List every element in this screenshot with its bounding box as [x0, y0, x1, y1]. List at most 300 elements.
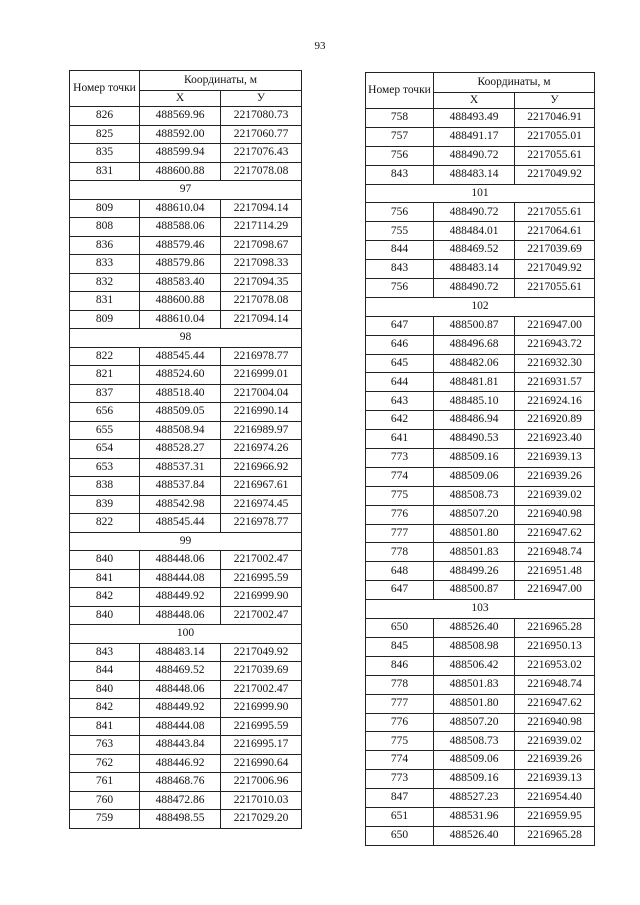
y-coordinate-cell: 2217076.43 — [221, 144, 302, 163]
point-number-cell: 758 — [366, 109, 434, 128]
table-row — [70, 699, 302, 718]
point-number-cell: 761 — [70, 773, 140, 792]
table-row — [366, 562, 595, 581]
y-coordinate-cell: 2216974.26 — [221, 440, 302, 459]
x-coordinate-cell: 488485.10 — [434, 392, 515, 411]
y-coordinate-cell: 2216995.59 — [221, 717, 302, 736]
table-row — [70, 588, 302, 607]
table-row — [70, 125, 302, 144]
y-coordinate-cell: 2216974.45 — [221, 495, 302, 514]
y-coordinate-cell: 2216989.97 — [221, 421, 302, 440]
coordinates-table-right — [365, 72, 595, 846]
point-number-cell: 647 — [366, 316, 434, 335]
y-coordinate-cell: 2217002.47 — [221, 551, 302, 570]
point-number-cell: 759 — [70, 810, 140, 829]
y-coordinate-cell: 2216978.77 — [221, 514, 302, 533]
x-coordinate-cell: 488444.08 — [140, 717, 221, 736]
x-coordinate-cell: 488542.98 — [140, 495, 221, 514]
point-number-cell: 756 — [366, 146, 434, 165]
y-coordinate-cell: 2216951.48 — [515, 562, 595, 581]
x-coordinate-cell: 488600.88 — [140, 292, 221, 311]
point-number-cell: 826 — [70, 107, 140, 126]
x-coordinate-cell: 488518.40 — [140, 384, 221, 403]
point-number-cell: 841 — [70, 569, 140, 588]
x-coordinate-cell: 488448.06 — [140, 606, 221, 625]
point-number-cell: 778 — [366, 675, 434, 694]
point-number-cell: 643 — [366, 392, 434, 411]
point-number-cell: 842 — [70, 699, 140, 718]
y-coordinate-cell: 2217049.92 — [515, 260, 595, 279]
x-coordinate-cell: 488569.96 — [140, 107, 221, 126]
x-coordinate-cell: 488491.17 — [434, 127, 515, 146]
y-coordinate-cell: 2216999.01 — [221, 366, 302, 385]
x-coordinate-cell: 488509.16 — [434, 770, 515, 789]
x-coordinate-cell: 488446.92 — [140, 754, 221, 773]
x-coordinate-cell: 488600.88 — [140, 162, 221, 181]
point-number-cell: 756 — [366, 279, 434, 298]
table-row — [366, 279, 595, 298]
y-coordinate-cell: 2217010.03 — [221, 791, 302, 810]
y-coordinate-cell: 2216999.90 — [221, 588, 302, 607]
table-row — [70, 754, 302, 773]
table-row — [70, 403, 302, 422]
x-coordinate-cell: 488524.60 — [140, 366, 221, 385]
table-row — [366, 203, 595, 222]
header-point-number: Номер точки — [70, 71, 140, 107]
x-coordinate-cell: 488583.40 — [140, 273, 221, 292]
table-row — [70, 162, 302, 181]
y-coordinate-cell: 2216978.77 — [221, 347, 302, 366]
y-coordinate-cell: 2217064.61 — [515, 222, 595, 241]
table-row — [366, 675, 595, 694]
point-number-cell: 821 — [70, 366, 140, 385]
point-number-cell: 778 — [366, 543, 434, 562]
point-number-cell: 655 — [70, 421, 140, 440]
table-row — [70, 292, 302, 311]
point-number-cell: 762 — [70, 754, 140, 773]
table-row — [366, 260, 595, 279]
x-coordinate-cell: 488469.52 — [140, 662, 221, 681]
point-number-cell: 831 — [70, 162, 140, 181]
table-row — [366, 241, 595, 260]
y-coordinate-cell: 2216924.16 — [515, 392, 595, 411]
coordinates-table-left — [69, 70, 302, 829]
y-coordinate-cell: 2217039.69 — [515, 241, 595, 260]
y-coordinate-cell: 2216923.40 — [515, 430, 595, 449]
x-coordinate-cell: 488448.06 — [140, 680, 221, 699]
table-row — [70, 477, 302, 496]
table-row — [366, 146, 595, 165]
point-number-cell: 844 — [70, 662, 140, 681]
x-coordinate-cell: 488443.84 — [140, 736, 221, 755]
y-coordinate-cell: 2216939.26 — [515, 751, 595, 770]
table-row — [366, 354, 595, 373]
group-header-row — [366, 184, 595, 203]
x-coordinate-cell: 488509.05 — [140, 403, 221, 422]
header-coordinates: Координаты, м — [434, 73, 595, 93]
x-coordinate-cell: 488592.00 — [140, 125, 221, 144]
point-number-cell: 838 — [70, 477, 140, 496]
group-number: 101 — [366, 184, 595, 203]
table-row — [366, 713, 595, 732]
point-number-cell: 808 — [70, 218, 140, 237]
x-coordinate-cell: 488507.20 — [434, 505, 515, 524]
y-coordinate-cell: 2217039.69 — [221, 662, 302, 681]
point-number-cell: 775 — [366, 732, 434, 751]
point-number-cell: 760 — [70, 791, 140, 810]
y-coordinate-cell: 2216995.17 — [221, 736, 302, 755]
group-header-row — [70, 625, 302, 644]
point-number-cell: 842 — [70, 588, 140, 607]
page-number: 93 — [314, 40, 326, 52]
y-coordinate-cell: 2216954.40 — [515, 789, 595, 808]
x-coordinate-cell: 488528.27 — [140, 440, 221, 459]
x-coordinate-cell: 488490.72 — [434, 146, 515, 165]
point-number-cell: 641 — [366, 430, 434, 449]
x-coordinate-cell: 488449.92 — [140, 699, 221, 718]
y-coordinate-cell: 2217078.08 — [221, 292, 302, 311]
x-coordinate-cell: 488483.14 — [434, 165, 515, 184]
group-number: 99 — [70, 532, 302, 551]
point-number-cell: 840 — [70, 551, 140, 570]
table-row — [366, 581, 595, 600]
point-number-cell: 776 — [366, 505, 434, 524]
group-number: 103 — [366, 600, 595, 619]
table-row — [70, 551, 302, 570]
point-number-cell: 763 — [70, 736, 140, 755]
point-number-cell: 645 — [366, 354, 434, 373]
x-coordinate-cell: 488500.87 — [434, 316, 515, 335]
y-coordinate-cell: 2217002.47 — [221, 680, 302, 699]
point-number-cell: 777 — [366, 694, 434, 713]
x-coordinate-cell: 488588.06 — [140, 218, 221, 237]
x-coordinate-cell: 488531.96 — [434, 807, 515, 826]
x-coordinate-cell: 488498.55 — [140, 810, 221, 829]
y-coordinate-cell: 2217055.01 — [515, 127, 595, 146]
x-coordinate-cell: 488579.46 — [140, 236, 221, 255]
group-header-row — [366, 600, 595, 619]
y-coordinate-cell: 2216990.64 — [221, 754, 302, 773]
x-coordinate-cell: 488509.06 — [434, 751, 515, 770]
x-coordinate-cell: 488500.87 — [434, 581, 515, 600]
y-coordinate-cell: 2217006.96 — [221, 773, 302, 792]
y-coordinate-cell: 2216939.13 — [515, 770, 595, 789]
x-coordinate-cell: 488449.92 — [140, 588, 221, 607]
y-coordinate-cell: 2216948.74 — [515, 543, 595, 562]
point-number-cell: 835 — [70, 144, 140, 163]
header-point-number: Номер точки — [366, 73, 434, 109]
table-row — [366, 637, 595, 656]
table-row — [366, 732, 595, 751]
table-row — [70, 791, 302, 810]
table-row — [366, 335, 595, 354]
group-header-row — [366, 297, 595, 316]
y-coordinate-cell: 2217049.92 — [515, 165, 595, 184]
point-number-cell: 644 — [366, 373, 434, 392]
point-number-cell: 831 — [70, 292, 140, 311]
y-coordinate-cell: 2216967.61 — [221, 477, 302, 496]
table-row — [366, 392, 595, 411]
point-number-cell: 656 — [70, 403, 140, 422]
group-header-row — [70, 532, 302, 551]
table-row — [366, 694, 595, 713]
y-coordinate-cell: 2217078.08 — [221, 162, 302, 181]
table-row — [366, 789, 595, 808]
table-row — [70, 495, 302, 514]
x-coordinate-cell: 488496.68 — [434, 335, 515, 354]
point-number-cell: 809 — [70, 199, 140, 218]
table-row — [366, 505, 595, 524]
table-row — [70, 440, 302, 459]
x-coordinate-cell: 488501.80 — [434, 524, 515, 543]
table-row — [70, 514, 302, 533]
x-coordinate-cell: 488483.14 — [140, 643, 221, 662]
table-row — [70, 347, 302, 366]
table-row — [70, 662, 302, 681]
y-coordinate-cell: 2217060.77 — [221, 125, 302, 144]
y-coordinate-cell: 2216953.02 — [515, 656, 595, 675]
y-coordinate-cell: 2216947.00 — [515, 581, 595, 600]
y-coordinate-cell: 2216939.02 — [515, 732, 595, 751]
y-coordinate-cell: 2216931.57 — [515, 373, 595, 392]
y-coordinate-cell: 2217055.61 — [515, 203, 595, 222]
point-number-cell: 822 — [70, 347, 140, 366]
x-coordinate-cell: 488490.72 — [434, 203, 515, 222]
x-coordinate-cell: 488444.08 — [140, 569, 221, 588]
table-row — [70, 310, 302, 329]
x-coordinate-cell: 488508.73 — [434, 486, 515, 505]
table-row — [366, 165, 595, 184]
x-coordinate-cell: 488545.44 — [140, 514, 221, 533]
y-coordinate-cell: 2216947.62 — [515, 524, 595, 543]
y-coordinate-cell: 2217094.14 — [221, 199, 302, 218]
group-number: 102 — [366, 297, 595, 316]
x-coordinate-cell: 488486.94 — [434, 411, 515, 430]
x-coordinate-cell: 488501.83 — [434, 675, 515, 694]
y-coordinate-cell: 2217098.33 — [221, 255, 302, 274]
x-coordinate-cell: 488501.80 — [434, 694, 515, 713]
point-number-cell: 650 — [366, 619, 434, 638]
y-coordinate-cell: 2217114.29 — [221, 218, 302, 237]
y-coordinate-cell: 2217049.92 — [221, 643, 302, 662]
y-coordinate-cell: 2217046.91 — [515, 109, 595, 128]
point-number-cell: 837 — [70, 384, 140, 403]
table-row — [366, 127, 595, 146]
table-row — [366, 656, 595, 675]
x-coordinate-cell: 488527.23 — [434, 789, 515, 808]
table-row — [70, 273, 302, 292]
point-number-cell: 825 — [70, 125, 140, 144]
table-row — [70, 107, 302, 126]
x-coordinate-cell: 488508.98 — [434, 637, 515, 656]
x-coordinate-cell: 488610.04 — [140, 199, 221, 218]
point-number-cell: 777 — [366, 524, 434, 543]
x-coordinate-cell: 488469.52 — [434, 241, 515, 260]
group-number: 98 — [70, 329, 302, 348]
x-coordinate-cell: 488545.44 — [140, 347, 221, 366]
y-coordinate-cell: 2217029.20 — [221, 810, 302, 829]
table-row — [70, 680, 302, 699]
table-row — [70, 384, 302, 403]
y-coordinate-cell: 2216939.13 — [515, 449, 595, 468]
x-coordinate-cell: 488448.06 — [140, 551, 221, 570]
point-number-cell: 839 — [70, 495, 140, 514]
table-row — [366, 411, 595, 430]
table-row — [70, 773, 302, 792]
point-number-cell: 650 — [366, 826, 434, 845]
group-header-row — [70, 181, 302, 200]
x-coordinate-cell: 488483.14 — [434, 260, 515, 279]
point-number-cell: 653 — [70, 458, 140, 477]
y-coordinate-cell: 2216932.30 — [515, 354, 595, 373]
y-coordinate-cell: 2216939.26 — [515, 467, 595, 486]
table-row — [70, 421, 302, 440]
x-coordinate-cell: 488490.72 — [434, 279, 515, 298]
y-coordinate-cell: 2217002.47 — [221, 606, 302, 625]
header-coordinates: Координаты, м — [140, 71, 302, 91]
x-coordinate-cell: 488501.83 — [434, 543, 515, 562]
x-coordinate-cell: 488484.01 — [434, 222, 515, 241]
group-header-row — [70, 329, 302, 348]
header-y: У — [515, 93, 595, 109]
x-coordinate-cell: 488579.86 — [140, 255, 221, 274]
table-row — [70, 606, 302, 625]
table-row — [70, 236, 302, 255]
y-coordinate-cell: 2216940.98 — [515, 505, 595, 524]
y-coordinate-cell: 2216948.74 — [515, 675, 595, 694]
point-number-cell: 648 — [366, 562, 434, 581]
y-coordinate-cell: 2216950.13 — [515, 637, 595, 656]
header-y: У — [221, 91, 302, 107]
x-coordinate-cell: 488468.76 — [140, 773, 221, 792]
x-coordinate-cell: 488507.20 — [434, 713, 515, 732]
point-number-cell: 846 — [366, 656, 434, 675]
y-coordinate-cell: 2216959.95 — [515, 807, 595, 826]
table-row — [366, 316, 595, 335]
y-coordinate-cell: 2216940.98 — [515, 713, 595, 732]
point-number-cell: 843 — [366, 165, 434, 184]
header-x: X — [140, 91, 221, 107]
point-number-cell: 841 — [70, 717, 140, 736]
point-number-cell: 840 — [70, 680, 140, 699]
point-number-cell: 832 — [70, 273, 140, 292]
y-coordinate-cell: 2217080.73 — [221, 107, 302, 126]
point-number-cell: 833 — [70, 255, 140, 274]
y-coordinate-cell: 2217094.35 — [221, 273, 302, 292]
table-row — [70, 736, 302, 755]
table-row — [366, 486, 595, 505]
table-row — [70, 144, 302, 163]
point-number-cell: 845 — [366, 637, 434, 656]
table-row — [366, 430, 595, 449]
point-number-cell: 774 — [366, 751, 434, 770]
y-coordinate-cell: 2217094.14 — [221, 310, 302, 329]
y-coordinate-cell: 2216995.59 — [221, 569, 302, 588]
table-row — [70, 569, 302, 588]
point-number-cell: 757 — [366, 127, 434, 146]
x-coordinate-cell: 488493.49 — [434, 109, 515, 128]
y-coordinate-cell: 2216965.28 — [515, 826, 595, 845]
point-number-cell: 843 — [366, 260, 434, 279]
y-coordinate-cell: 2216920.89 — [515, 411, 595, 430]
y-coordinate-cell: 2217004.04 — [221, 384, 302, 403]
table-row — [366, 751, 595, 770]
table-row — [70, 458, 302, 477]
point-number-cell: 774 — [366, 467, 434, 486]
y-coordinate-cell: 2216965.28 — [515, 619, 595, 638]
table-row — [366, 619, 595, 638]
table-row — [70, 255, 302, 274]
point-number-cell: 651 — [366, 807, 434, 826]
header-x: X — [434, 93, 515, 109]
table-row — [366, 770, 595, 789]
x-coordinate-cell: 488526.40 — [434, 826, 515, 845]
x-coordinate-cell: 488472.86 — [140, 791, 221, 810]
x-coordinate-cell: 488599.94 — [140, 144, 221, 163]
y-coordinate-cell: 2216966.92 — [221, 458, 302, 477]
x-coordinate-cell: 488509.16 — [434, 449, 515, 468]
point-number-cell: 755 — [366, 222, 434, 241]
y-coordinate-cell: 2217055.61 — [515, 279, 595, 298]
x-coordinate-cell: 488610.04 — [140, 310, 221, 329]
x-coordinate-cell: 488526.40 — [434, 619, 515, 638]
x-coordinate-cell: 488490.53 — [434, 430, 515, 449]
group-number: 97 — [70, 181, 302, 200]
table-row — [366, 524, 595, 543]
y-coordinate-cell: 2216947.00 — [515, 316, 595, 335]
table-row — [366, 807, 595, 826]
point-number-cell: 836 — [70, 236, 140, 255]
table-row — [70, 366, 302, 385]
x-coordinate-cell: 488482.06 — [434, 354, 515, 373]
point-number-cell: 847 — [366, 789, 434, 808]
x-coordinate-cell: 488499.26 — [434, 562, 515, 581]
table-row — [70, 218, 302, 237]
y-coordinate-cell: 2216939.02 — [515, 486, 595, 505]
x-coordinate-cell: 488509.06 — [434, 467, 515, 486]
table-row — [366, 109, 595, 128]
point-number-cell: 773 — [366, 449, 434, 468]
table-row — [366, 373, 595, 392]
table-row — [70, 643, 302, 662]
x-coordinate-cell: 488508.94 — [140, 421, 221, 440]
group-number: 100 — [70, 625, 302, 644]
y-coordinate-cell: 2217098.67 — [221, 236, 302, 255]
table-row — [366, 449, 595, 468]
x-coordinate-cell: 488537.84 — [140, 477, 221, 496]
table-row — [366, 222, 595, 241]
point-number-cell: 642 — [366, 411, 434, 430]
point-number-cell: 654 — [70, 440, 140, 459]
x-coordinate-cell: 488481.81 — [434, 373, 515, 392]
table-row — [366, 543, 595, 562]
point-number-cell: 647 — [366, 581, 434, 600]
point-number-cell: 773 — [366, 770, 434, 789]
point-number-cell: 840 — [70, 606, 140, 625]
table-row — [366, 467, 595, 486]
y-coordinate-cell: 2216999.90 — [221, 699, 302, 718]
x-coordinate-cell: 488508.73 — [434, 732, 515, 751]
point-number-cell: 775 — [366, 486, 434, 505]
table-row — [366, 826, 595, 845]
table-row — [70, 810, 302, 829]
point-number-cell: 646 — [366, 335, 434, 354]
x-coordinate-cell: 488537.31 — [140, 458, 221, 477]
point-number-cell: 822 — [70, 514, 140, 533]
point-number-cell: 843 — [70, 643, 140, 662]
point-number-cell: 776 — [366, 713, 434, 732]
y-coordinate-cell: 2217055.61 — [515, 146, 595, 165]
